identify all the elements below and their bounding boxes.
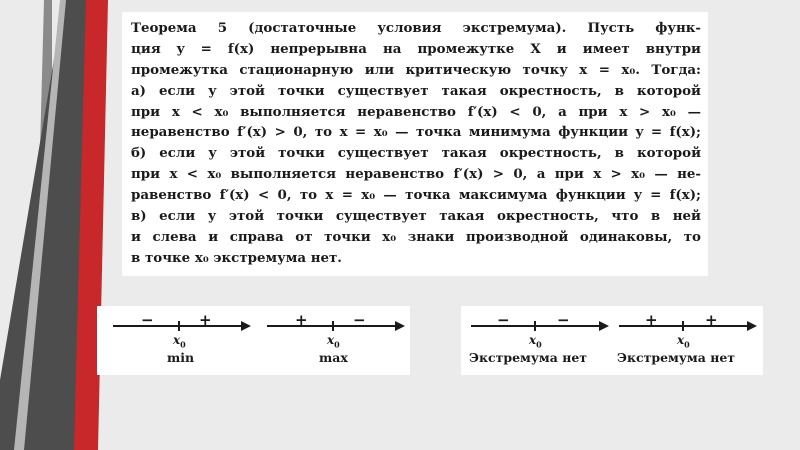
sign-diagram-panel-right <box>461 306 763 375</box>
diagram-caption: min <box>167 350 195 365</box>
theorem-card <box>122 12 708 276</box>
diagram-caption: max <box>319 350 348 365</box>
left-sign: − <box>497 311 510 329</box>
theorem-line: промежутка стационарную или критическую точку x = x₀. Тогда: <box>131 61 701 78</box>
right-sign: − <box>557 311 570 329</box>
sign-diagram-panel-left <box>97 306 410 375</box>
right-sign: + <box>705 311 718 329</box>
theorem-line: равенство f′(x) < 0, то x = x₀ — точка максимума функции y = f(x); <box>131 187 701 204</box>
left-sign: − <box>141 311 154 329</box>
theorem-line: ция y = f(x) непрерывна на промежутке X и имеет внутри <box>131 40 701 57</box>
theorem-line: в) если у этой точки существует такая окрестность, что в ней <box>131 208 701 225</box>
right-sign: − <box>353 311 366 329</box>
left-sign: + <box>295 311 308 329</box>
number-line-arrow <box>267 318 407 334</box>
number-line-arrow <box>619 318 759 334</box>
critical-point-label: $x_0$ <box>327 333 340 350</box>
theorem-line: при x < x₀ выполняется неравенство f′(x) < 0, а при x > x₀ — <box>131 103 701 120</box>
theorem-line: неравенство f′(x) > 0, то x = x₀ — точка минимума функции y = f(x); <box>131 124 701 141</box>
theorem-line: при x < x₀ выполняется неравенство f′(x) > 0, а при x > x₀ — не- <box>131 166 701 183</box>
theorem-line: б) если у этой точки существует такая окрестность, в которой <box>131 145 701 162</box>
number-line-arrow <box>113 318 253 334</box>
theorem-line: и слева и справа от точки x₀ знаки производной одинаковы, то <box>131 228 701 245</box>
left-sign: + <box>645 311 658 329</box>
right-sign: + <box>199 311 212 329</box>
number-line-arrow <box>471 318 611 334</box>
diagram-caption: Экстремума нет <box>469 350 588 365</box>
critical-point-label: $x_0$ <box>173 333 186 350</box>
critical-point-label: $x_0$ <box>677 333 690 350</box>
theorem-line: а) если у этой точки существует такая окрестность, в которой <box>131 82 701 99</box>
theorem-text <box>131 18 701 269</box>
diagram-caption: Экстремума нет <box>617 350 736 365</box>
critical-point-label: $x_0$ <box>529 333 542 350</box>
theorem-line: в точке x₀ экстремума нет. <box>131 249 342 266</box>
theorem-line: Теорема 5 (достаточные условия экстремума). Пусть функ- <box>131 20 701 36</box>
